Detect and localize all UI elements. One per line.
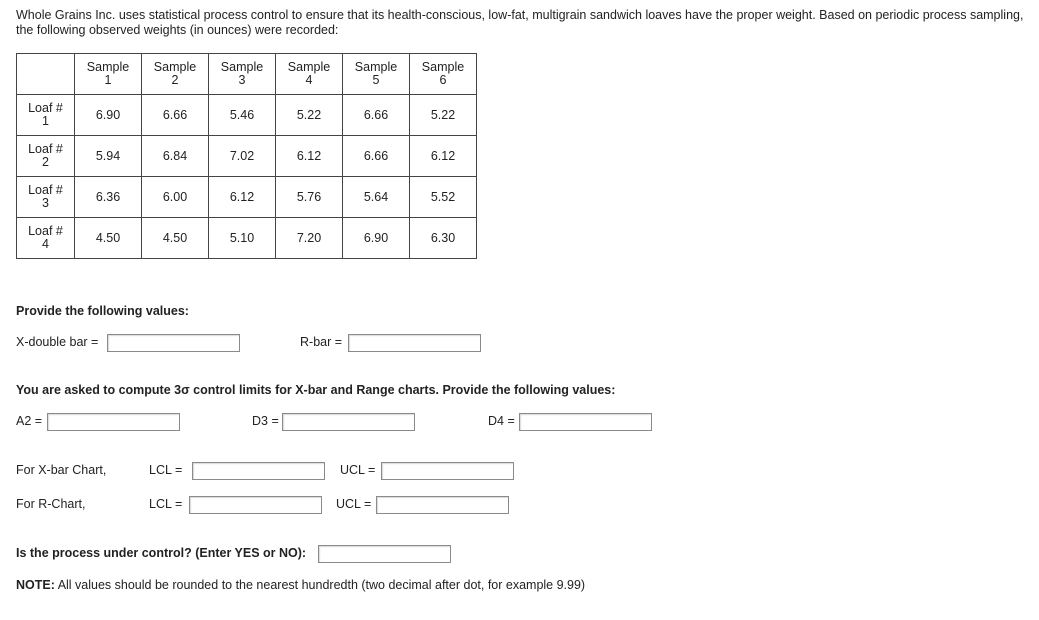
table-cell: 6.12	[209, 177, 276, 218]
x-double-bar-label: X-double bar =	[16, 335, 99, 349]
control-question: Is the process under control? (Enter YES or NO):	[16, 546, 307, 560]
xbar-lcl-input[interactable]	[192, 462, 325, 480]
r-bar-label: R-bar =	[300, 335, 343, 349]
table-row	[17, 95, 477, 136]
a2-input[interactable]	[47, 413, 180, 431]
r-lcl-label: LCL =	[149, 497, 183, 511]
part1-heading: Provide the following values:	[16, 304, 189, 318]
row-header: Loaf # 3	[17, 177, 75, 218]
x-double-bar-input[interactable]	[107, 334, 240, 352]
table-row	[17, 218, 477, 259]
r-ucl-input[interactable]	[376, 496, 509, 514]
table-cell: 4.50	[142, 218, 209, 259]
a2-label: A2 =	[16, 414, 43, 428]
column-header: Sample 2	[142, 54, 209, 95]
column-header: Sample 6	[410, 54, 477, 95]
table-cell: 5.76	[276, 177, 343, 218]
xbar-chart-label: For X-bar Chart,	[16, 463, 107, 477]
table-cell: 6.66	[343, 136, 410, 177]
table-cell: 6.00	[142, 177, 209, 218]
control-answer-input[interactable]	[318, 545, 451, 563]
xbar-ucl-label: UCL =	[340, 463, 376, 477]
d4-input[interactable]	[519, 413, 652, 431]
table-cell: 7.02	[209, 136, 276, 177]
table-cell: 7.20	[276, 218, 343, 259]
table-cell: 5.22	[410, 95, 477, 136]
part2-heading: You are asked to compute 3σ control limits for X-bar and Range charts. Provide the following values:	[16, 383, 616, 397]
weights-table	[16, 53, 477, 259]
problem-intro: Whole Grains Inc. uses statistical process control to ensure that its health-conscious, low-fat, multigrain sandwich loaves have the proper weight. Based on periodic process sampling, the following observed weights (in ounces) were recorded:	[16, 8, 1024, 37]
row-header: Loaf # 2	[17, 136, 75, 177]
table-cell: 5.46	[209, 95, 276, 136]
table-header-row	[17, 54, 477, 95]
column-header: Sample 4	[276, 54, 343, 95]
table-cell: 6.36	[75, 177, 142, 218]
r-chart-label: For R-Chart,	[16, 497, 86, 511]
table-row	[17, 136, 477, 177]
table-cell: 6.30	[410, 218, 477, 259]
corner-cell	[17, 54, 75, 95]
row-header: Loaf # 1	[17, 95, 75, 136]
table-cell: 6.12	[410, 136, 477, 177]
note-label: NOTE:	[16, 578, 55, 592]
column-header: Sample 1	[75, 54, 142, 95]
r-lcl-input[interactable]	[189, 496, 322, 514]
d4-label: D4 =	[488, 414, 515, 428]
r-bar-input[interactable]	[348, 334, 481, 352]
table-cell: 5.10	[209, 218, 276, 259]
table-cell: 6.66	[142, 95, 209, 136]
xbar-lcl-label: LCL =	[149, 463, 183, 477]
table-cell: 6.12	[276, 136, 343, 177]
row-header: Loaf # 4	[17, 218, 75, 259]
table-cell: 4.50	[75, 218, 142, 259]
table-cell: 6.90	[343, 218, 410, 259]
table-row	[17, 177, 477, 218]
note	[16, 578, 585, 593]
note-text: All values should be rounded to the nearest hundredth (two decimal after dot, for example 9.99)	[57, 578, 586, 592]
xbar-ucl-input[interactable]	[381, 462, 514, 480]
table-cell: 5.52	[410, 177, 477, 218]
column-header: Sample 3	[209, 54, 276, 95]
column-header: Sample 5	[343, 54, 410, 95]
d3-input[interactable]	[282, 413, 415, 431]
r-ucl-label: UCL =	[336, 497, 372, 511]
table-cell: 5.94	[75, 136, 142, 177]
table-cell: 6.66	[343, 95, 410, 136]
table-cell: 6.90	[75, 95, 142, 136]
d3-label: D3 =	[252, 414, 279, 428]
table-cell: 5.22	[276, 95, 343, 136]
table-cell: 5.64	[343, 177, 410, 218]
table-cell: 6.84	[142, 136, 209, 177]
